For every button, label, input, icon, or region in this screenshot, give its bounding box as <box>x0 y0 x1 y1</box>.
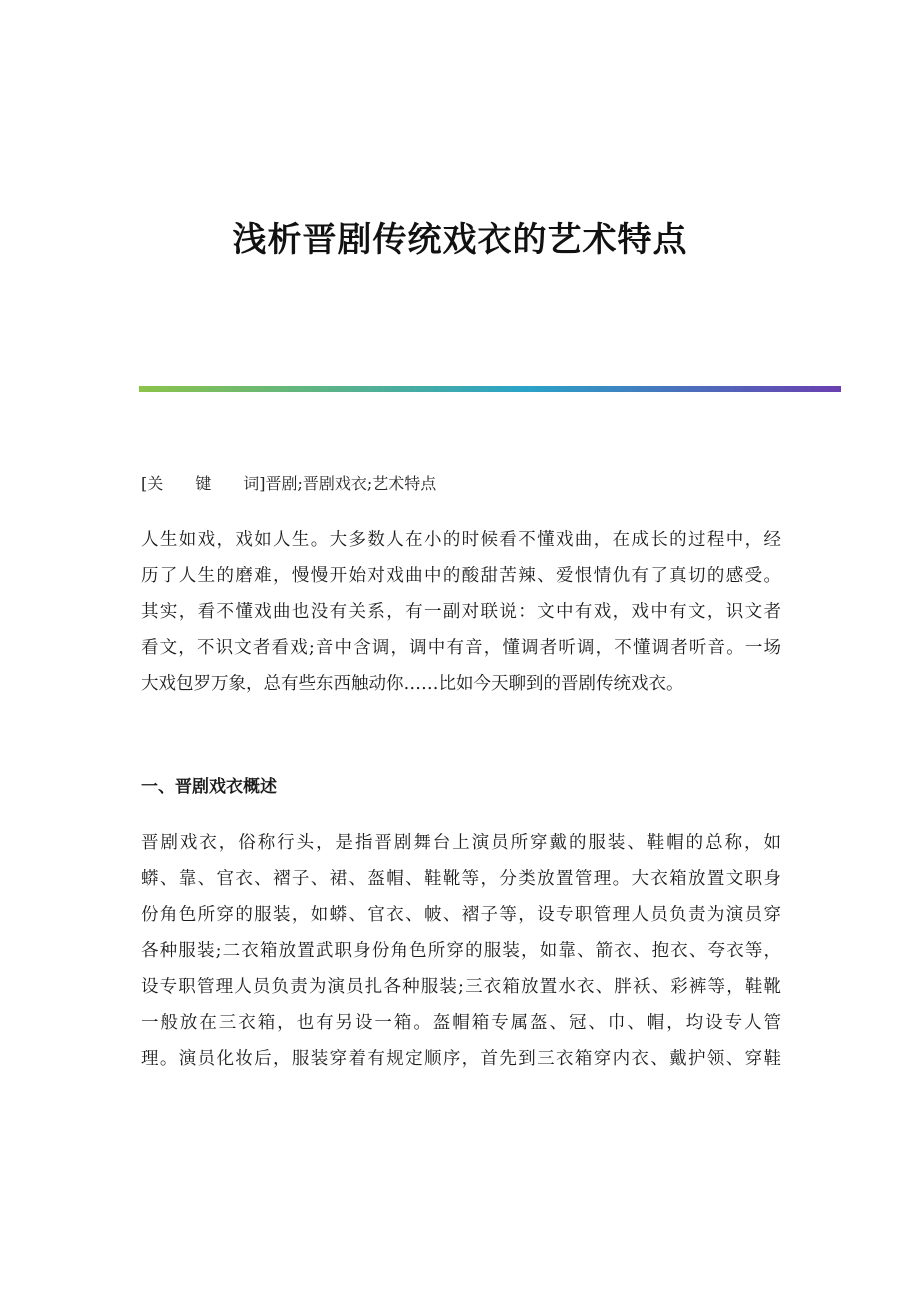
section1-paragraph <box>141 825 781 1077</box>
paragraph-line: 份角色所穿的服装，如蟒、官衣、帔、褶子等，设专职管理人员负责为演员穿 <box>141 905 781 925</box>
paragraph-line: 各种服装;二衣箱放置武职身份角色所穿的服装，如靠、箭衣、抱衣、夸衣等， <box>141 941 781 961</box>
paragraph-line: 大戏包罗万象，总有些东西触动你……比如今天聊到的晋剧传统戏衣。 <box>141 674 684 694</box>
title-divider <box>139 386 841 392</box>
keywords-label-mid: 键 <box>195 474 212 493</box>
paragraph-line: 人生如戏，戏如人生。大多数人在小的时候看不懂戏曲，在成长的过程中，经 <box>141 530 781 550</box>
paragraph-line: 历了人生的磨难，慢慢开始对戏曲中的酸甜苦辣、爱恨情仇有了真切的感受。 <box>141 566 781 586</box>
keywords-label-close: 词] <box>243 474 266 493</box>
keywords-line <box>141 470 436 498</box>
paragraph-line: 一般放在三衣箱，也有另设一箱。盔帽箱专属盔、冠、巾、帽，均设专人管 <box>141 1013 781 1033</box>
intro-paragraph <box>141 522 781 702</box>
paragraph-line: 看文，不识文者看戏;音中含调，调中有音，懂调者听调，不懂调者听音。一场 <box>141 638 781 658</box>
paragraph-line: 理。演员化妆后，服装穿着有规定顺序，首先到三衣箱穿内衣、戴护领、穿鞋 <box>141 1049 781 1069</box>
paragraph-line: 其实，看不懂戏曲也没有关系，有一副对联说：文中有戏，戏中有文，识文者 <box>141 602 781 622</box>
paragraph-line: 设专职管理人员负责为演员扎各种服装;三衣箱放置水衣、胖袄、彩裤等，鞋靴 <box>141 977 781 997</box>
paragraph-line: 蟒、靠、官衣、褶子、裙、盔帽、鞋靴等，分类放置管理。大衣箱放置文职身 <box>141 869 781 889</box>
keywords-label-open: [关 <box>141 474 164 493</box>
section-heading: 一、晋剧戏衣概述 <box>141 777 277 797</box>
keywords-value: 晋剧;晋剧戏衣;艺术特点 <box>265 474 437 493</box>
page-title: 浅析晋剧传统戏衣的艺术特点 <box>232 220 688 260</box>
paragraph-line: 晋剧戏衣，俗称行头，是指晋剧舞台上演员所穿戴的服装、鞋帽的总称，如 <box>141 833 781 853</box>
